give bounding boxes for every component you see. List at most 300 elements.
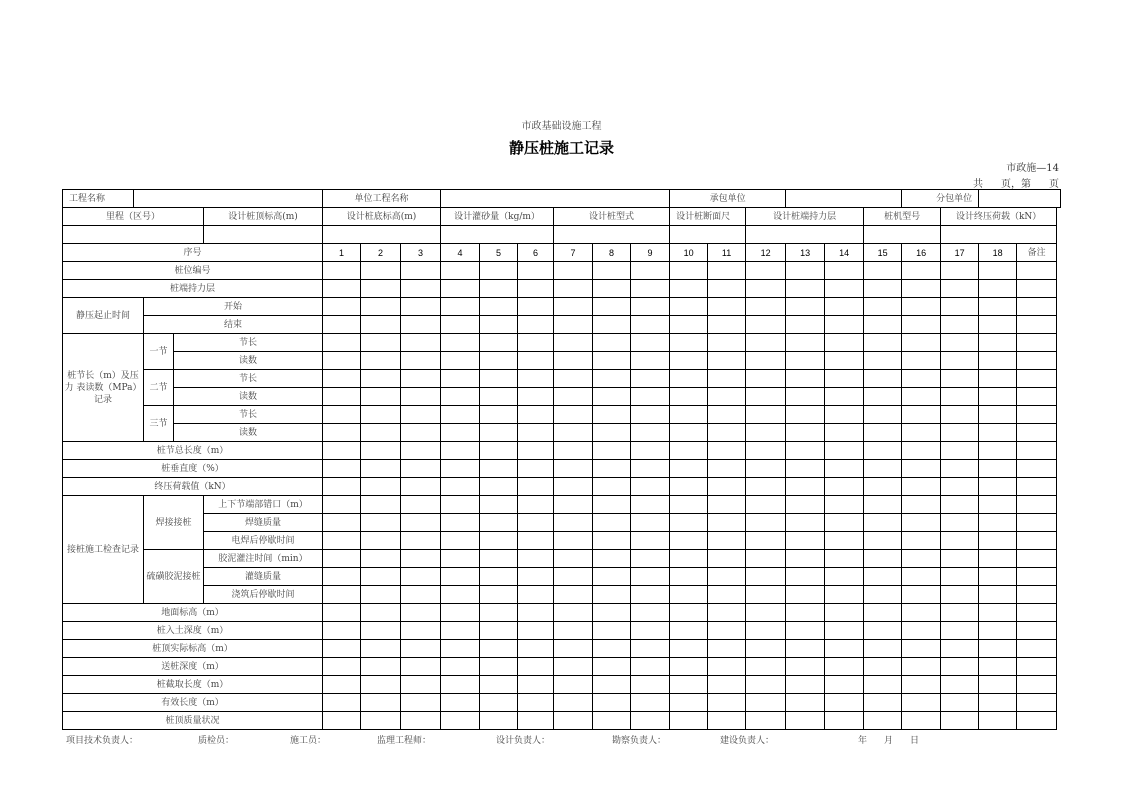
data-cell[interactable]: [941, 316, 979, 334]
data-cell[interactable]: [979, 478, 1017, 496]
design-pile-type-value[interactable]: [554, 226, 670, 244]
remark-cell[interactable]: [1017, 550, 1057, 568]
data-cell[interactable]: [441, 388, 480, 406]
data-cell[interactable]: [902, 694, 941, 712]
data-cell[interactable]: [941, 712, 979, 730]
data-cell[interactable]: [361, 586, 401, 604]
data-cell[interactable]: [746, 550, 786, 568]
data-cell[interactable]: [323, 568, 361, 586]
data-cell[interactable]: [518, 316, 554, 334]
data-cell[interactable]: [979, 550, 1017, 568]
data-cell[interactable]: [746, 622, 786, 640]
data-cell[interactable]: [554, 586, 593, 604]
data-cell[interactable]: [441, 604, 480, 622]
data-cell[interactable]: [631, 676, 670, 694]
data-cell[interactable]: [554, 370, 593, 388]
data-cell[interactable]: [902, 496, 941, 514]
remark-cell[interactable]: [1017, 694, 1057, 712]
data-cell[interactable]: [323, 280, 361, 298]
data-cell[interactable]: [441, 460, 480, 478]
data-cell[interactable]: [361, 388, 401, 406]
data-cell[interactable]: [480, 676, 518, 694]
data-cell[interactable]: [361, 514, 401, 532]
remark-cell[interactable]: [1017, 424, 1057, 442]
data-cell[interactable]: [518, 370, 554, 388]
data-cell[interactable]: [631, 550, 670, 568]
data-cell[interactable]: [902, 424, 941, 442]
data-cell[interactable]: [441, 406, 480, 424]
data-cell[interactable]: [786, 424, 825, 442]
data-cell[interactable]: [441, 316, 480, 334]
data-cell[interactable]: [401, 316, 441, 334]
data-cell[interactable]: [518, 640, 554, 658]
data-cell[interactable]: [323, 658, 361, 676]
data-cell[interactable]: [631, 424, 670, 442]
data-cell[interactable]: [825, 370, 864, 388]
data-cell[interactable]: [593, 658, 631, 676]
data-cell[interactable]: [670, 478, 708, 496]
data-cell[interactable]: [554, 388, 593, 406]
data-cell[interactable]: [864, 640, 902, 658]
data-cell[interactable]: [631, 712, 670, 730]
data-cell[interactable]: [979, 514, 1017, 532]
data-cell[interactable]: [401, 478, 441, 496]
data-cell[interactable]: [631, 586, 670, 604]
data-cell[interactable]: [708, 406, 746, 424]
data-cell[interactable]: [746, 496, 786, 514]
data-cell[interactable]: [401, 424, 441, 442]
data-cell[interactable]: [631, 640, 670, 658]
data-cell[interactable]: [864, 406, 902, 424]
data-cell[interactable]: [518, 676, 554, 694]
data-cell[interactable]: [708, 604, 746, 622]
data-cell[interactable]: [518, 460, 554, 478]
data-cell[interactable]: [708, 298, 746, 316]
design-final-load-value[interactable]: [941, 226, 1057, 244]
data-cell[interactable]: [708, 352, 746, 370]
data-cell[interactable]: [441, 712, 480, 730]
data-cell[interactable]: [708, 388, 746, 406]
data-cell[interactable]: [979, 370, 1017, 388]
data-cell[interactable]: [554, 442, 593, 460]
data-cell[interactable]: [708, 568, 746, 586]
data-cell[interactable]: [518, 298, 554, 316]
data-cell[interactable]: [786, 604, 825, 622]
data-cell[interactable]: [441, 676, 480, 694]
data-cell[interactable]: [786, 586, 825, 604]
data-cell[interactable]: [708, 676, 746, 694]
data-cell[interactable]: [323, 262, 361, 280]
data-cell[interactable]: [902, 622, 941, 640]
data-cell[interactable]: [401, 694, 441, 712]
data-cell[interactable]: [941, 298, 979, 316]
data-cell[interactable]: [518, 352, 554, 370]
data-cell[interactable]: [746, 658, 786, 676]
data-cell[interactable]: [786, 550, 825, 568]
data-cell[interactable]: [979, 568, 1017, 586]
data-cell[interactable]: [979, 640, 1017, 658]
remark-cell[interactable]: [1017, 478, 1057, 496]
data-cell[interactable]: [518, 442, 554, 460]
data-cell[interactable]: [864, 604, 902, 622]
data-cell[interactable]: [708, 712, 746, 730]
data-cell[interactable]: [864, 712, 902, 730]
data-cell[interactable]: [480, 622, 518, 640]
data-cell[interactable]: [902, 388, 941, 406]
design-grout-value[interactable]: [441, 226, 554, 244]
data-cell[interactable]: [480, 352, 518, 370]
data-cell[interactable]: [670, 676, 708, 694]
data-cell[interactable]: [554, 676, 593, 694]
data-cell[interactable]: [864, 622, 902, 640]
data-cell[interactable]: [670, 622, 708, 640]
data-cell[interactable]: [323, 694, 361, 712]
data-cell[interactable]: [825, 586, 864, 604]
data-cell[interactable]: [480, 496, 518, 514]
data-cell[interactable]: [401, 586, 441, 604]
data-cell[interactable]: [593, 406, 631, 424]
data-cell[interactable]: [786, 370, 825, 388]
data-cell[interactable]: [825, 550, 864, 568]
data-cell[interactable]: [786, 388, 825, 406]
data-cell[interactable]: [593, 712, 631, 730]
data-cell[interactable]: [401, 532, 441, 550]
data-cell[interactable]: [631, 262, 670, 280]
data-cell[interactable]: [361, 316, 401, 334]
data-cell[interactable]: [323, 712, 361, 730]
data-cell[interactable]: [593, 352, 631, 370]
data-cell[interactable]: [786, 298, 825, 316]
data-cell[interactable]: [518, 406, 554, 424]
data-cell[interactable]: [323, 622, 361, 640]
data-cell[interactable]: [979, 622, 1017, 640]
data-cell[interactable]: [902, 460, 941, 478]
data-cell[interactable]: [401, 658, 441, 676]
data-cell[interactable]: [480, 370, 518, 388]
data-cell[interactable]: [480, 694, 518, 712]
data-cell[interactable]: [708, 496, 746, 514]
data-cell[interactable]: [786, 442, 825, 460]
data-cell[interactable]: [323, 442, 361, 460]
data-cell[interactable]: [401, 406, 441, 424]
data-cell[interactable]: [786, 640, 825, 658]
remark-cell[interactable]: [1017, 334, 1057, 352]
data-cell[interactable]: [670, 334, 708, 352]
data-cell[interactable]: [941, 550, 979, 568]
data-cell[interactable]: [631, 604, 670, 622]
remark-cell[interactable]: [1017, 568, 1057, 586]
data-cell[interactable]: [979, 424, 1017, 442]
data-cell[interactable]: [323, 316, 361, 334]
data-cell[interactable]: [786, 496, 825, 514]
data-cell[interactable]: [441, 694, 480, 712]
data-cell[interactable]: [864, 442, 902, 460]
data-cell[interactable]: [941, 532, 979, 550]
data-cell[interactable]: [480, 640, 518, 658]
pile-machine-value[interactable]: [864, 226, 941, 244]
data-cell[interactable]: [902, 478, 941, 496]
data-cell[interactable]: [941, 604, 979, 622]
data-cell[interactable]: [593, 676, 631, 694]
data-cell[interactable]: [979, 586, 1017, 604]
data-cell[interactable]: [323, 370, 361, 388]
data-cell[interactable]: [670, 370, 708, 388]
data-cell[interactable]: [554, 496, 593, 514]
remark-cell[interactable]: [1017, 442, 1057, 460]
data-cell[interactable]: [631, 352, 670, 370]
data-cell[interactable]: [441, 442, 480, 460]
data-cell[interactable]: [864, 532, 902, 550]
data-cell[interactable]: [401, 352, 441, 370]
data-cell[interactable]: [401, 496, 441, 514]
data-cell[interactable]: [786, 460, 825, 478]
data-cell[interactable]: [825, 442, 864, 460]
data-cell[interactable]: [670, 352, 708, 370]
data-cell[interactable]: [401, 604, 441, 622]
data-cell[interactable]: [480, 460, 518, 478]
data-cell[interactable]: [941, 496, 979, 514]
data-cell[interactable]: [441, 640, 480, 658]
data-cell[interactable]: [708, 442, 746, 460]
data-cell[interactable]: [323, 388, 361, 406]
data-cell[interactable]: [401, 568, 441, 586]
data-cell[interactable]: [746, 586, 786, 604]
data-cell[interactable]: [708, 478, 746, 496]
data-cell[interactable]: [670, 658, 708, 676]
data-cell[interactable]: [941, 280, 979, 298]
data-cell[interactable]: [441, 262, 480, 280]
data-cell[interactable]: [708, 694, 746, 712]
data-cell[interactable]: [593, 568, 631, 586]
data-cell[interactable]: [670, 424, 708, 442]
data-cell[interactable]: [825, 406, 864, 424]
data-cell[interactable]: [902, 514, 941, 532]
data-cell[interactable]: [361, 640, 401, 658]
data-cell[interactable]: [825, 478, 864, 496]
data-cell[interactable]: [554, 622, 593, 640]
data-cell[interactable]: [554, 478, 593, 496]
data-cell[interactable]: [786, 694, 825, 712]
data-cell[interactable]: [361, 496, 401, 514]
data-cell[interactable]: [979, 442, 1017, 460]
data-cell[interactable]: [708, 532, 746, 550]
data-cell[interactable]: [361, 550, 401, 568]
data-cell[interactable]: [518, 658, 554, 676]
data-cell[interactable]: [979, 406, 1017, 424]
data-cell[interactable]: [518, 550, 554, 568]
data-cell[interactable]: [902, 658, 941, 676]
data-cell[interactable]: [593, 514, 631, 532]
data-cell[interactable]: [593, 262, 631, 280]
data-cell[interactable]: [941, 370, 979, 388]
data-cell[interactable]: [979, 388, 1017, 406]
data-cell[interactable]: [786, 622, 825, 640]
data-cell[interactable]: [631, 622, 670, 640]
data-cell[interactable]: [864, 658, 902, 676]
data-cell[interactable]: [593, 478, 631, 496]
data-cell[interactable]: [670, 406, 708, 424]
data-cell[interactable]: [979, 334, 1017, 352]
data-cell[interactable]: [401, 676, 441, 694]
data-cell[interactable]: [864, 280, 902, 298]
data-cell[interactable]: [746, 406, 786, 424]
data-cell[interactable]: [480, 712, 518, 730]
data-cell[interactable]: [864, 478, 902, 496]
data-cell[interactable]: [554, 694, 593, 712]
data-cell[interactable]: [480, 442, 518, 460]
data-cell[interactable]: [401, 622, 441, 640]
data-cell[interactable]: [518, 532, 554, 550]
data-cell[interactable]: [554, 550, 593, 568]
data-cell[interactable]: [746, 298, 786, 316]
data-cell[interactable]: [670, 640, 708, 658]
data-cell[interactable]: [518, 262, 554, 280]
data-cell[interactable]: [480, 568, 518, 586]
mileage-value[interactable]: [63, 226, 204, 244]
data-cell[interactable]: [670, 442, 708, 460]
data-cell[interactable]: [441, 478, 480, 496]
remark-cell[interactable]: [1017, 712, 1057, 730]
data-cell[interactable]: [670, 604, 708, 622]
data-cell[interactable]: [786, 280, 825, 298]
data-cell[interactable]: [480, 388, 518, 406]
data-cell[interactable]: [480, 514, 518, 532]
data-cell[interactable]: [670, 460, 708, 478]
data-cell[interactable]: [746, 352, 786, 370]
remark-cell[interactable]: [1017, 676, 1057, 694]
data-cell[interactable]: [746, 334, 786, 352]
data-cell[interactable]: [746, 388, 786, 406]
data-cell[interactable]: [441, 298, 480, 316]
subcontractor-value[interactable]: [979, 190, 1061, 208]
data-cell[interactable]: [979, 676, 1017, 694]
data-cell[interactable]: [708, 334, 746, 352]
data-cell[interactable]: [670, 586, 708, 604]
data-cell[interactable]: [902, 640, 941, 658]
contractor-value[interactable]: [786, 190, 902, 208]
data-cell[interactable]: [631, 532, 670, 550]
data-cell[interactable]: [593, 280, 631, 298]
data-cell[interactable]: [361, 442, 401, 460]
data-cell[interactable]: [670, 280, 708, 298]
data-cell[interactable]: [941, 514, 979, 532]
data-cell[interactable]: [825, 532, 864, 550]
data-cell[interactable]: [670, 694, 708, 712]
data-cell[interactable]: [864, 262, 902, 280]
remark-cell[interactable]: [1017, 622, 1057, 640]
data-cell[interactable]: [401, 334, 441, 352]
data-cell[interactable]: [786, 334, 825, 352]
data-cell[interactable]: [631, 334, 670, 352]
data-cell[interactable]: [518, 280, 554, 298]
remark-cell[interactable]: [1017, 514, 1057, 532]
data-cell[interactable]: [631, 478, 670, 496]
data-cell[interactable]: [941, 388, 979, 406]
data-cell[interactable]: [786, 352, 825, 370]
data-cell[interactable]: [631, 370, 670, 388]
data-cell[interactable]: [708, 550, 746, 568]
data-cell[interactable]: [979, 352, 1017, 370]
data-cell[interactable]: [480, 478, 518, 496]
data-cell[interactable]: [441, 658, 480, 676]
data-cell[interactable]: [554, 424, 593, 442]
data-cell[interactable]: [361, 676, 401, 694]
data-cell[interactable]: [518, 568, 554, 586]
data-cell[interactable]: [323, 478, 361, 496]
data-cell[interactable]: [670, 388, 708, 406]
data-cell[interactable]: [361, 694, 401, 712]
data-cell[interactable]: [786, 514, 825, 532]
data-cell[interactable]: [631, 460, 670, 478]
data-cell[interactable]: [746, 280, 786, 298]
data-cell[interactable]: [941, 586, 979, 604]
data-cell[interactable]: [480, 604, 518, 622]
data-cell[interactable]: [554, 280, 593, 298]
data-cell[interactable]: [593, 640, 631, 658]
remark-cell[interactable]: [1017, 658, 1057, 676]
data-cell[interactable]: [361, 712, 401, 730]
data-cell[interactable]: [361, 352, 401, 370]
data-cell[interactable]: [323, 352, 361, 370]
data-cell[interactable]: [746, 316, 786, 334]
data-cell[interactable]: [441, 352, 480, 370]
data-cell[interactable]: [825, 622, 864, 640]
data-cell[interactable]: [825, 316, 864, 334]
data-cell[interactable]: [902, 370, 941, 388]
data-cell[interactable]: [864, 460, 902, 478]
data-cell[interactable]: [401, 514, 441, 532]
data-cell[interactable]: [518, 388, 554, 406]
data-cell[interactable]: [593, 370, 631, 388]
data-cell[interactable]: [593, 442, 631, 460]
data-cell[interactable]: [979, 694, 1017, 712]
data-cell[interactable]: [864, 316, 902, 334]
data-cell[interactable]: [361, 262, 401, 280]
design-section-value[interactable]: [670, 226, 746, 244]
data-cell[interactable]: [593, 532, 631, 550]
data-cell[interactable]: [786, 406, 825, 424]
data-cell[interactable]: [593, 694, 631, 712]
data-cell[interactable]: [825, 424, 864, 442]
data-cell[interactable]: [554, 316, 593, 334]
data-cell[interactable]: [902, 532, 941, 550]
data-cell[interactable]: [480, 658, 518, 676]
data-cell[interactable]: [825, 658, 864, 676]
project-name-value[interactable]: [134, 190, 323, 208]
data-cell[interactable]: [864, 388, 902, 406]
data-cell[interactable]: [708, 658, 746, 676]
data-cell[interactable]: [746, 532, 786, 550]
data-cell[interactable]: [441, 532, 480, 550]
remark-cell[interactable]: [1017, 316, 1057, 334]
data-cell[interactable]: [941, 424, 979, 442]
data-cell[interactable]: [480, 424, 518, 442]
data-cell[interactable]: [825, 604, 864, 622]
data-cell[interactable]: [554, 712, 593, 730]
data-cell[interactable]: [631, 388, 670, 406]
data-cell[interactable]: [323, 640, 361, 658]
data-cell[interactable]: [593, 550, 631, 568]
data-cell[interactable]: [593, 388, 631, 406]
data-cell[interactable]: [979, 280, 1017, 298]
data-cell[interactable]: [979, 316, 1017, 334]
data-cell[interactable]: [518, 586, 554, 604]
data-cell[interactable]: [554, 568, 593, 586]
data-cell[interactable]: [401, 388, 441, 406]
data-cell[interactable]: [864, 424, 902, 442]
data-cell[interactable]: [746, 640, 786, 658]
data-cell[interactable]: [708, 622, 746, 640]
